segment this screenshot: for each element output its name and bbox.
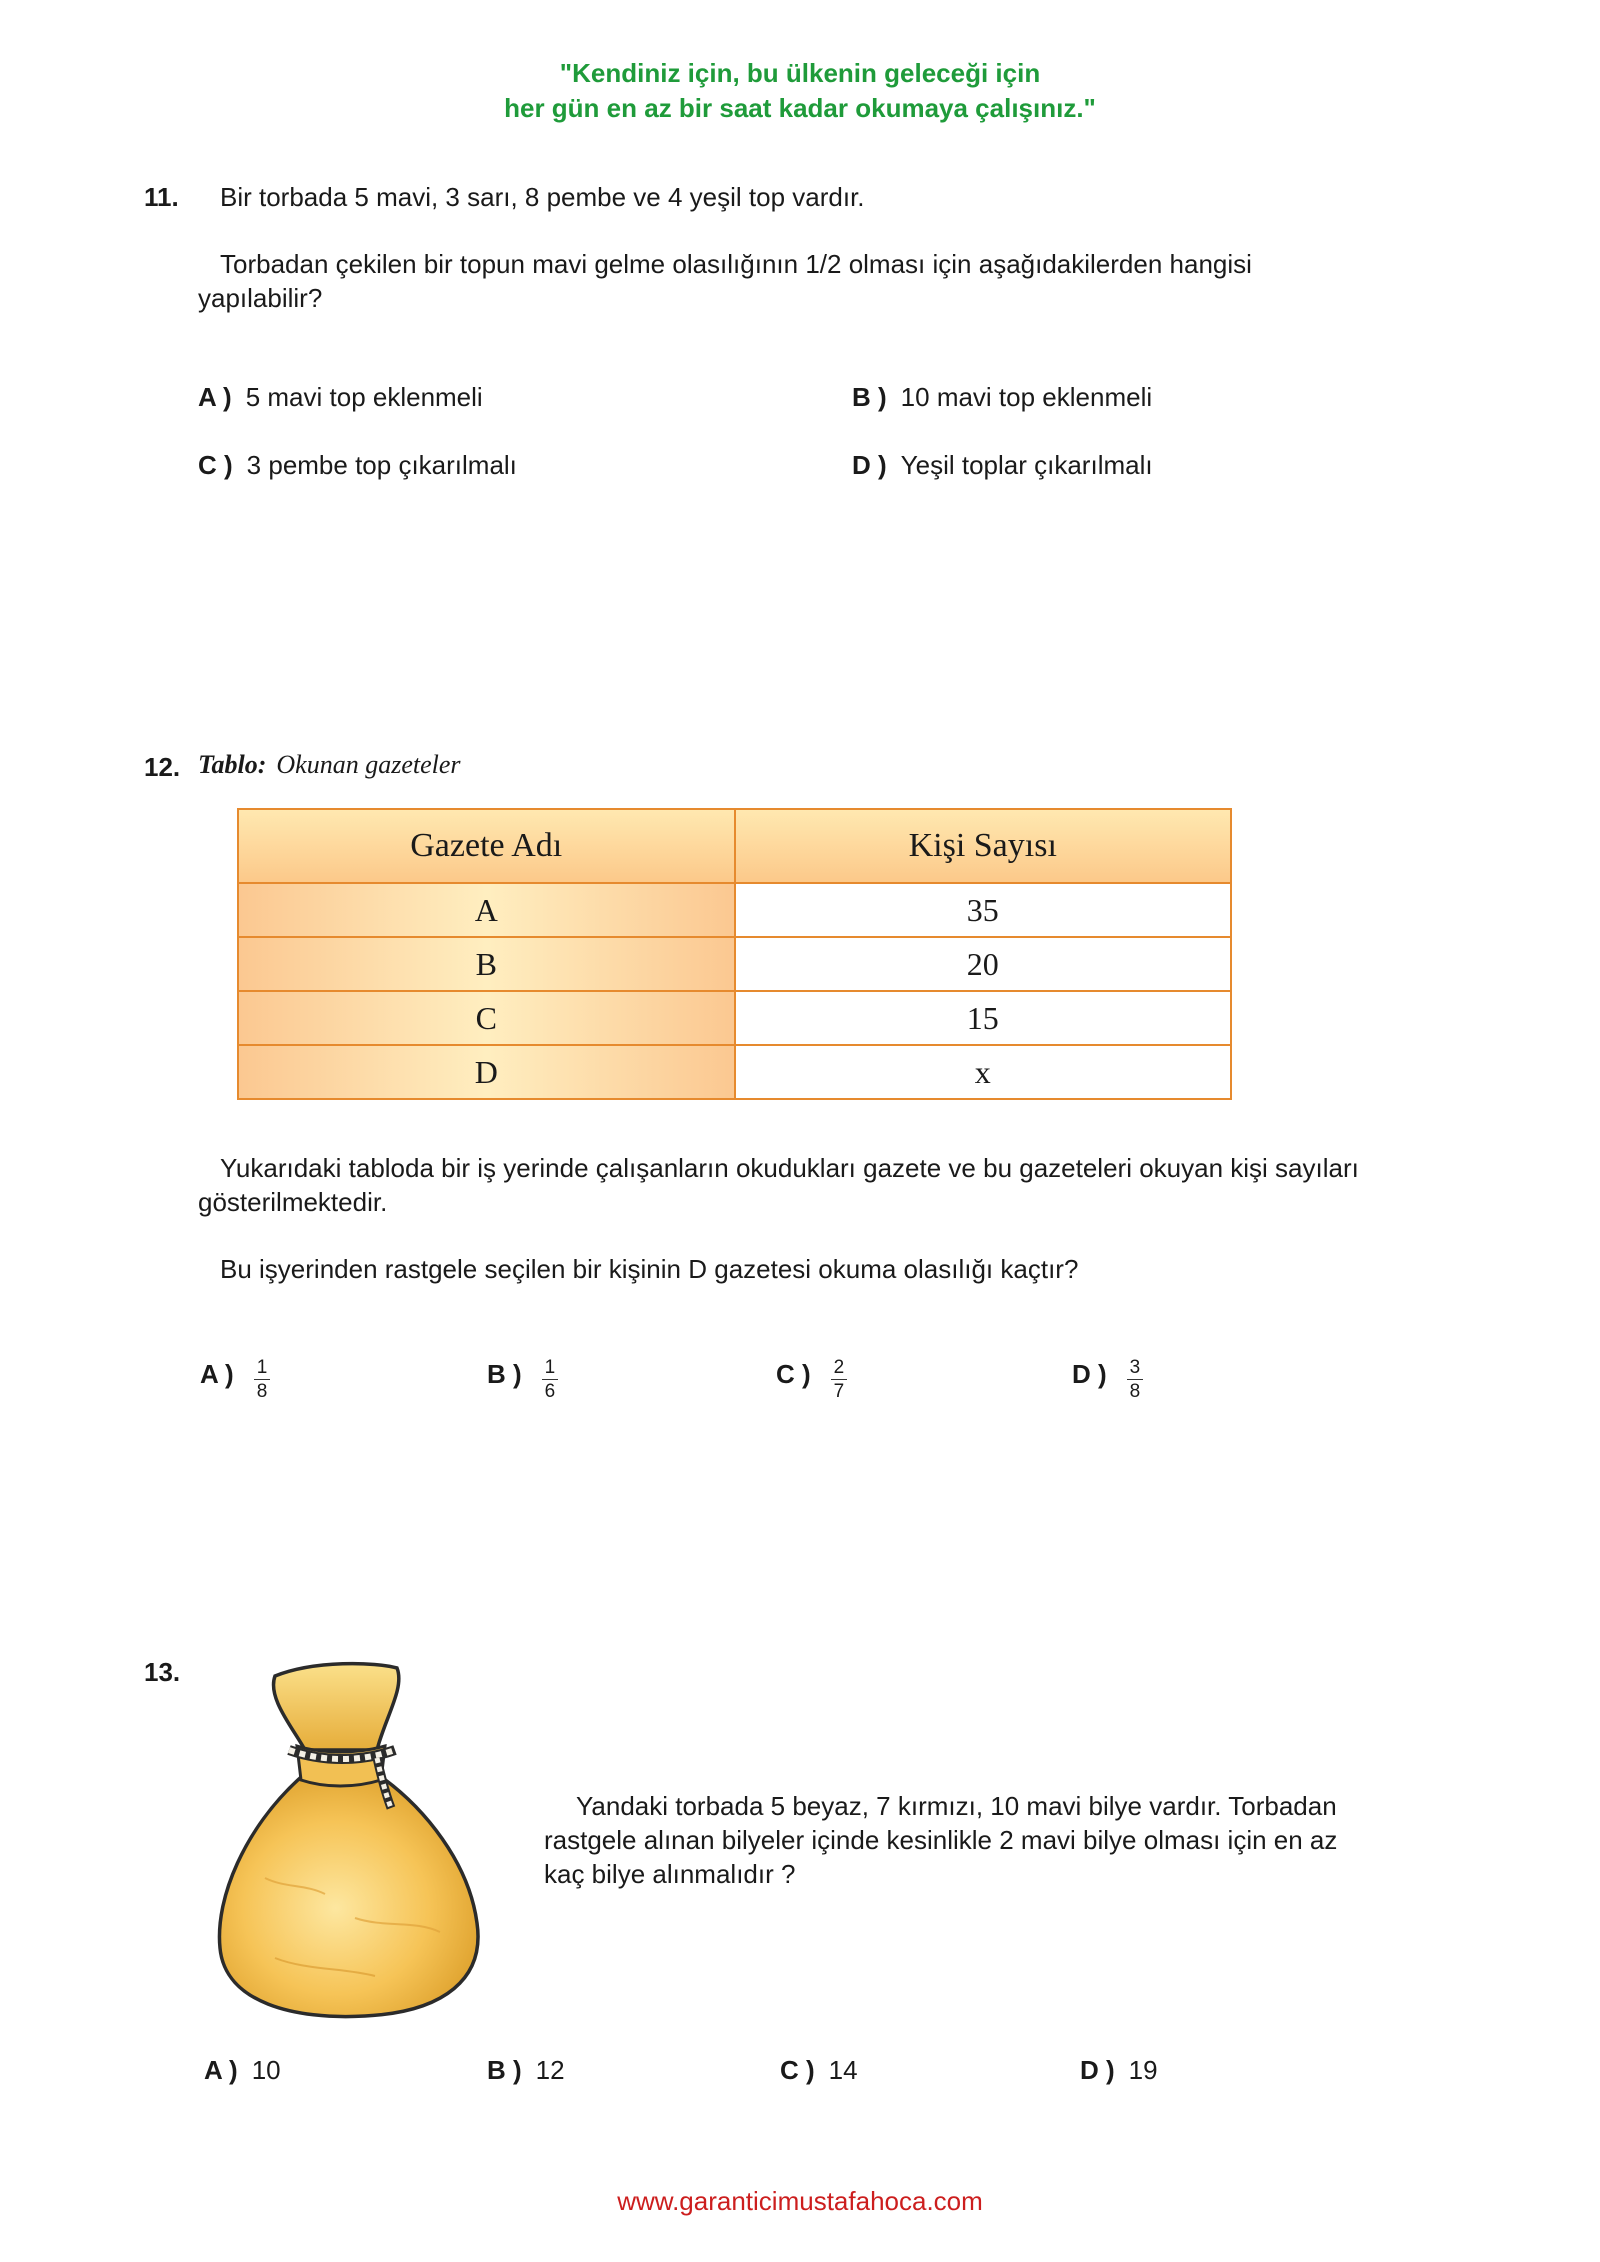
option-label: A ) — [200, 1358, 234, 1389]
option-b[interactable] — [487, 2055, 565, 2086]
question-number: 13. — [144, 1657, 181, 1687]
motto-line-2: her gün en az bir saat kadar okumaya çalışınız." — [504, 93, 1096, 123]
table-cell: D — [238, 1045, 735, 1099]
table-header-cell: Gazete Adı — [238, 809, 735, 883]
newspaper-table — [237, 808, 1232, 1100]
table-cell: 15 — [735, 991, 1232, 1045]
fraction-denominator: 8 — [1129, 1381, 1141, 1402]
option-label: D ) — [1080, 2055, 1115, 2085]
option-label: B ) — [487, 1358, 522, 1389]
footer-url[interactable]: www.garanticimustafahoca.com — [617, 2186, 983, 2216]
table-header-cell: Kişi Sayısı — [735, 809, 1232, 883]
option-d[interactable] — [852, 450, 1153, 481]
question-number: 11. — [144, 182, 179, 212]
option-text: 12 — [535, 2055, 565, 2085]
option-label: B ) — [487, 2055, 522, 2085]
fraction-denominator: 6 — [544, 1381, 556, 1402]
table-row — [238, 1045, 1231, 1099]
option-text: 10 mavi top eklenmeli — [900, 382, 1153, 412]
option-label: A ) — [204, 2055, 238, 2085]
fraction-denominator: 7 — [833, 1381, 845, 1402]
option-label: C ) — [776, 1358, 811, 1389]
table-row — [238, 883, 1231, 937]
table-caption — [198, 750, 461, 780]
option-label: C ) — [198, 450, 233, 480]
table-cell: C — [238, 991, 735, 1045]
option-label: C ) — [780, 2055, 815, 2085]
option-a[interactable] — [198, 382, 483, 413]
fraction — [831, 1358, 848, 1402]
fraction-denominator: 8 — [256, 1381, 268, 1402]
question-stem: Bu işyerinden rastgele seçilen bir kişinin D gazetesi okuma olasılığı kaçtır? — [220, 1254, 1079, 1284]
option-d[interactable] — [1080, 2055, 1158, 2086]
option-text: 19 — [1128, 2055, 1158, 2085]
table-cell: 20 — [735, 937, 1232, 991]
option-text: 14 — [828, 2055, 858, 2085]
option-a[interactable] — [200, 1354, 270, 1402]
table-header-row — [238, 809, 1231, 883]
fraction — [542, 1358, 559, 1402]
table-caption-label: Tablo: — [198, 750, 267, 779]
option-label: B ) — [852, 382, 887, 412]
option-label: D ) — [852, 450, 887, 480]
fraction-numerator: 1 — [254, 1358, 271, 1380]
motto-line-1: "Kendiniz için, bu ülkenin geleceği için — [559, 58, 1041, 88]
table-cell: 35 — [735, 883, 1232, 937]
option-text: 5 mavi top eklenmeli — [245, 382, 483, 412]
option-c[interactable] — [198, 450, 517, 481]
fraction-numerator: 3 — [1127, 1358, 1144, 1380]
option-text: 3 pembe top çıkarılmalı — [246, 450, 517, 480]
question-stem: Yukarıdaki tabloda bir iş yerinde çalışanların okudukları gazete ve bu gazeteleri okuyan kişi sayıları gösterilmektedir. — [198, 1153, 1359, 1217]
table-row — [238, 991, 1231, 1045]
option-label: D ) — [1072, 1358, 1107, 1389]
option-b[interactable] — [487, 1354, 558, 1402]
fraction-numerator: 1 — [542, 1358, 559, 1380]
table-cell: B — [238, 937, 735, 991]
option-text: Yeşil toplar çıkarılmalı — [900, 450, 1153, 480]
question-stem: Yandaki torbada 5 beyaz, 7 kırmızı, 10 mavi bilye vardır. Torbadan rastgele alınan bilyeler içinde kesinlikle 2 mavi bilye olması için en az kaç bilye alınmalıdır ? — [544, 1791, 1338, 1889]
option-d[interactable] — [1072, 1354, 1143, 1402]
fraction — [1127, 1358, 1144, 1402]
fraction — [254, 1358, 271, 1402]
table-cell: x — [735, 1045, 1232, 1099]
option-c[interactable] — [780, 2055, 858, 2086]
fraction-numerator: 2 — [831, 1358, 848, 1380]
option-label: A ) — [198, 382, 232, 412]
table-row — [238, 937, 1231, 991]
sack-icon — [205, 1658, 490, 2023]
question-number: 12. — [144, 752, 181, 782]
table-caption-text: Okunan gazeteler — [276, 750, 461, 779]
option-a[interactable] — [204, 2055, 281, 2086]
motto — [0, 56, 1600, 126]
option-text: 10 — [251, 2055, 281, 2085]
option-b[interactable] — [852, 382, 1152, 413]
table-cell: A — [238, 883, 735, 937]
question-stem: Bir torbada 5 mavi, 3 sarı, 8 pembe ve 4 yeşil top vardır. — [220, 182, 865, 212]
question-stem: Torbadan çekilen bir topun mavi gelme olasılığının 1/2 olması için aşağıdakilerden hangisi yapılabilir? — [198, 249, 1252, 313]
option-c[interactable] — [776, 1354, 847, 1402]
